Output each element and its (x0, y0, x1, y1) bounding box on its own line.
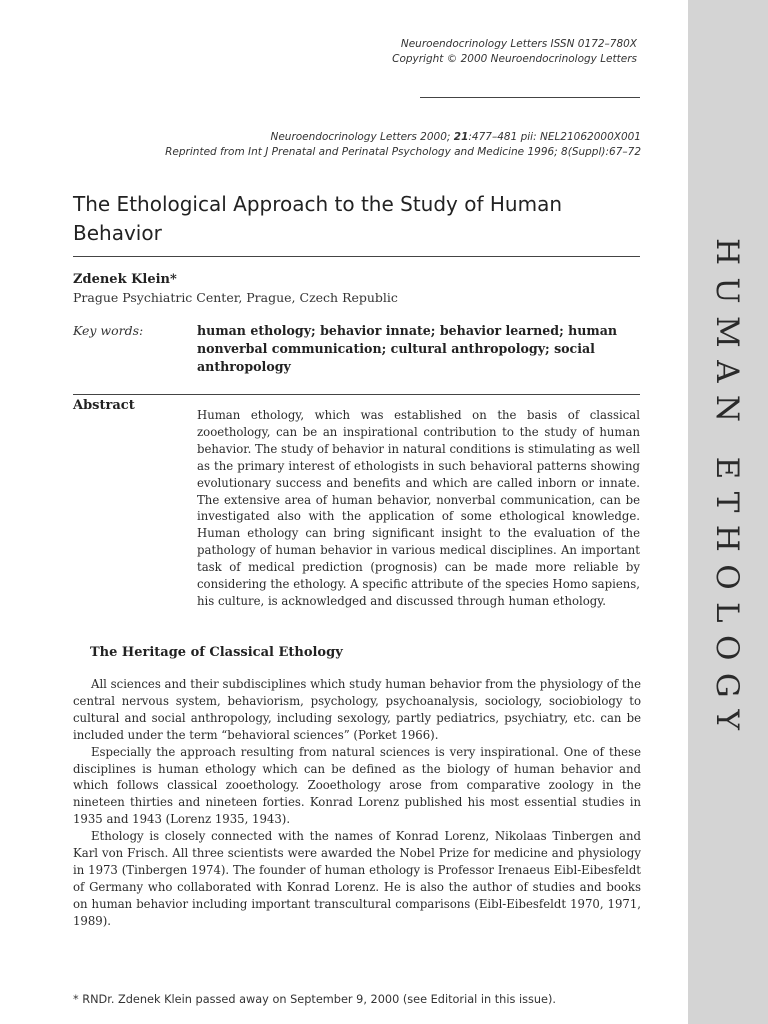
body-text (73, 676, 641, 930)
issn-line: Neuroendocrinology Letters ISSN 0172–780X (400, 38, 637, 50)
title-rule (73, 256, 640, 257)
abstract-text: Human ethology, which was established on the basis of classical zooethology, can be an inspirational contribution to the study of human behavior. The study of behavior in natural conditions is stimulating as well as the primary interest of ethologists in such behavioral patterns showing evolutionary success and benefits and which are called inborn or innate. The extensive area of human behavior, nonverbal communication, can be investigated also with the application of some ethological knowledge. Human ethology can bring significant insight to the evaluation of the pathology of human behavior in various medical disciplines. An important task of medical prediction (prognosis) can be made more reliable by considering the ethology. A specific attribute of the species Homo sapiens, his culture, is acknowledged and discussed through human ethology. (197, 408, 640, 608)
author-affiliation: Prague Psychiatric Center, Prague, Czech Republic (73, 290, 398, 305)
body-paragraph: All sciences and their subdisciplines which study human behavior from the physiology of the central nervous system, behaviorism, psychology, psychoanalysis, sociology, sociobiology to cultural and social anthropology, including sexology, partly pediatrics, psychiatry, etc. can be included under the term “behavioral sciences” (Porket 1966). (73, 677, 641, 742)
journal-header (392, 37, 637, 66)
abstract-rule (73, 394, 640, 395)
section-heading: The Heritage of Classical Ethology (90, 645, 343, 660)
citation-block (165, 130, 641, 160)
body-paragraph: Ethology is closely connected with the names of Konrad Lorenz, Nikolaas Tinbergen and Karl von Frisch. All three scientists were awarded the Nobel Prize for medicine and physiology in 1973 (Tinbergen 1974). The founder of human ethology is Professor Irenaeus Eibl-Eibesfeldt of Germany who collaborated with Konrad Lorenz. He is also the author of studies and books on human behavior including important transcultural comparisons (Eibl-Eibesfeldt 1970, 1971, 1989). (73, 829, 641, 928)
citation-suffix: :477–481 pii: NEL21062000X001 (468, 131, 641, 143)
citation-line (165, 130, 641, 145)
keywords-text: human ethology; behavior innate; behavior learned; human nonverbal communication; cultural anthropology; social anthropology (197, 323, 618, 374)
body-paragraph: Especially the approach resulting from natural sciences is very inspirational. One of these disciplines is human ethology which can be defined as the biology of human behavior and which follows classical zooethology. Zooethology arose from comparative zoology in the nineteen thirties and nineteen forties. Konrad Lorenz published his most essential studies in 1935 and 1943 (Lorenz 1935, 1943). (73, 744, 641, 827)
keywords-label: Key words: (73, 323, 144, 338)
citation-volume: 21 (453, 131, 469, 143)
reprint-line: Reprinted from Int J Prenatal and Perinatal Psychology and Medicine 1996; 8(Suppl):67–72 (165, 146, 641, 158)
footnote: * RNDr. Zdenek Klein passed away on September 9, 2000 (see Editorial in this issue). (73, 993, 556, 1006)
author-name: Zdenek Klein* (73, 272, 177, 287)
sidebar-section-label: HUMAN ETHOLOGY (709, 238, 745, 743)
copyright-line: Copyright © 2000 Neuroendocrinology Letters (392, 52, 637, 65)
citation-prefix: Neuroendocrinology Letters 2000; (270, 131, 454, 143)
article-title: The Ethological Approach to the Study of Human Behavior (73, 192, 563, 245)
abstract-label: Abstract (73, 398, 135, 413)
header-rule (420, 97, 640, 98)
